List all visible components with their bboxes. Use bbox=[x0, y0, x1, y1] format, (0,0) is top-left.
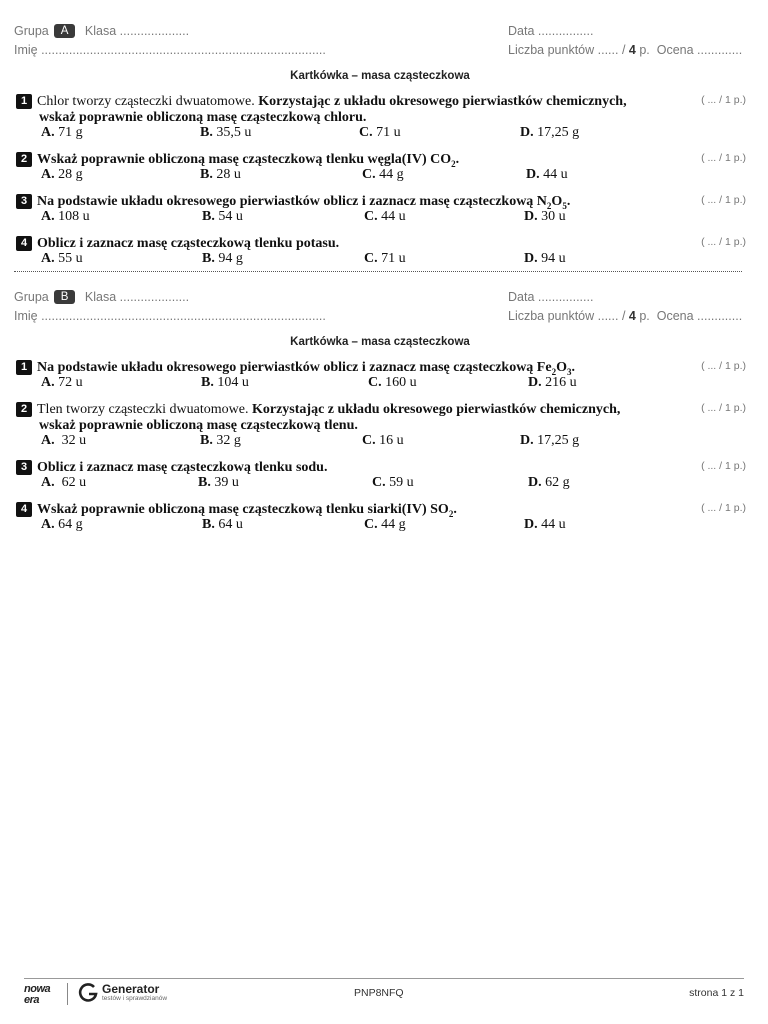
answer-option-b[interactable]: B. 94 g bbox=[202, 251, 243, 266]
answer-option-b[interactable]: B. 104 u bbox=[201, 375, 249, 390]
answer-option-c[interactable]: C. 44 g bbox=[362, 167, 404, 182]
group-label-text: Grupa bbox=[14, 290, 49, 304]
formula-text: O bbox=[551, 194, 563, 209]
formula-subscript: 2 bbox=[551, 366, 557, 377]
question-text-bold: Na podstawie układu okresowego pierwiastków oblicz i zaznacz masę cząsteczkową N bbox=[37, 194, 547, 209]
answer-option-c[interactable]: C. 160 u bbox=[368, 375, 417, 390]
answer-option-d[interactable]: D. 44 u bbox=[524, 517, 566, 532]
points-box: ( ... / 1 p.) bbox=[701, 460, 746, 472]
question bbox=[16, 460, 696, 476]
generator-logo-tagline: testów i sprawdzianów bbox=[102, 995, 168, 1002]
question-text-bold: Wskaż poprawnie obliczoną masę cząsteczkową tlenku węgla(IV) CO bbox=[37, 152, 452, 167]
points-max: 4 bbox=[628, 43, 636, 57]
answer-option-d[interactable]: D. 17,25 g bbox=[520, 125, 580, 140]
points-max: 4 bbox=[628, 309, 636, 323]
date-field: Data ................ bbox=[508, 290, 594, 304]
group-label bbox=[14, 24, 189, 38]
answer-option-d[interactable]: D. 216 u bbox=[528, 375, 577, 390]
group-label-text: Grupa bbox=[14, 24, 49, 38]
question bbox=[16, 152, 696, 172]
answer-option-d[interactable]: D. 44 u bbox=[526, 167, 568, 182]
points-box: ( ... / 1 p.) bbox=[701, 94, 746, 106]
answer-option-b[interactable]: B. 32 g bbox=[200, 433, 241, 448]
question-text-bold-line2: wskaż poprawnie obliczoną masę cząsteczkową chloru. bbox=[39, 110, 367, 125]
formula-subscript: 2 bbox=[546, 200, 552, 211]
answer-option-a[interactable]: A. 72 u bbox=[41, 375, 83, 390]
question-number: 3 bbox=[16, 460, 32, 475]
question-number: 3 bbox=[16, 194, 32, 209]
generator-g-icon bbox=[77, 982, 99, 1004]
question bbox=[16, 236, 696, 252]
points-label: Liczba punktów ...... / bbox=[508, 43, 629, 57]
points-grade-field bbox=[508, 309, 742, 323]
points-box: ( ... / 1 p.) bbox=[701, 502, 746, 514]
question-number: 2 bbox=[16, 402, 32, 417]
points-suffix: p. bbox=[635, 43, 650, 57]
question bbox=[16, 502, 696, 522]
answer-option-a[interactable]: A. 28 g bbox=[41, 167, 83, 182]
points-box: ( ... / 1 p.) bbox=[701, 236, 746, 248]
answer-option-c[interactable]: C. 44 u bbox=[364, 209, 406, 224]
answer-option-a[interactable]: A. 62 u bbox=[41, 475, 87, 490]
question-number: 4 bbox=[16, 236, 32, 251]
answer-option-d[interactable]: D. 94 u bbox=[524, 251, 566, 266]
answer-option-c[interactable]: C. 16 u bbox=[362, 433, 404, 448]
question-number: 4 bbox=[16, 502, 32, 517]
answer-option-b[interactable]: B. 35,5 u bbox=[200, 125, 252, 140]
question-text-plain: Tlen tworzy cząsteczki dwuatomowe. bbox=[37, 402, 252, 417]
question-text-plain: Chlor tworzy cząsteczki dwuatomowe. bbox=[37, 94, 259, 109]
section-title: Kartkówka – masa cząsteczkowa bbox=[290, 336, 470, 348]
answer-option-b[interactable]: B. 54 u bbox=[202, 209, 243, 224]
answer-option-a[interactable]: A. 71 g bbox=[41, 125, 83, 140]
formula-subscript-2: 5 bbox=[562, 200, 567, 211]
grade-label: Ocena ............. bbox=[656, 43, 743, 57]
formula-text: O bbox=[556, 360, 567, 375]
answer-option-b[interactable]: B. 28 u bbox=[200, 167, 241, 182]
question-text-bold: Oblicz i zaznacz masę cząsteczkową tlenku sodu. bbox=[37, 460, 328, 475]
question-number: 2 bbox=[16, 152, 32, 167]
answer-option-b[interactable]: B. 39 u bbox=[198, 475, 239, 490]
page-number: strona 1 z 1 bbox=[689, 987, 744, 999]
class-field: Klasa .................... bbox=[84, 290, 190, 304]
group-badge: B bbox=[54, 290, 76, 304]
points-label: Liczba punktów ...... / bbox=[508, 309, 629, 323]
answer-option-c[interactable]: C. 71 u bbox=[359, 125, 401, 140]
question-number: 1 bbox=[16, 94, 32, 109]
answer-option-c[interactable]: C. 59 u bbox=[372, 475, 414, 490]
answer-option-d[interactable]: D. 17,25 g bbox=[520, 433, 580, 448]
cut-line-divider bbox=[14, 271, 742, 272]
section-title: Kartkówka – masa cząsteczkowa bbox=[290, 70, 470, 82]
question-text-bold: Korzystając z układu okresowego pierwiastków chemicznych, bbox=[251, 402, 621, 417]
formula-subscript-2: 3 bbox=[566, 366, 572, 377]
answer-option-a[interactable]: A. 32 u bbox=[41, 433, 87, 448]
class-field: Klasa .................... bbox=[84, 24, 190, 38]
grade-label: Ocena ............. bbox=[656, 309, 743, 323]
answer-option-a[interactable]: A. 55 u bbox=[41, 251, 83, 266]
question bbox=[16, 360, 696, 380]
nowa-era-logo bbox=[24, 983, 64, 1005]
question-text-bold: Korzystając z układu okresowego pierwiastków chemicznych, bbox=[258, 94, 627, 109]
points-box: ( ... / 1 p.) bbox=[701, 360, 746, 372]
answer-option-a[interactable]: A. 64 g bbox=[41, 517, 83, 532]
points-box: ( ... / 1 p.) bbox=[701, 152, 746, 164]
footer-divider bbox=[24, 978, 744, 979]
question-text-bold: Oblicz i zaznacz masę cząsteczkową tlenku potasu. bbox=[37, 236, 340, 251]
question-text-end: . bbox=[453, 502, 457, 517]
question-text-end: . bbox=[571, 360, 575, 375]
question-number: 1 bbox=[16, 360, 32, 375]
document-code: PNP8NFQ bbox=[354, 987, 404, 999]
points-suffix: p. bbox=[635, 309, 650, 323]
date-field: Data ................ bbox=[508, 24, 594, 38]
answer-option-a[interactable]: A. 108 u bbox=[41, 209, 90, 224]
answer-option-c[interactable]: C. 71 u bbox=[364, 251, 406, 266]
name-field: Imię .................................................................................. bbox=[14, 309, 326, 323]
question-text-end: . bbox=[455, 152, 460, 167]
question-text-bold: Na podstawie układu okresowego pierwiastków oblicz i zaznacz masę cząsteczkową Fe bbox=[37, 360, 552, 375]
name-field: Imię .................................................................................. bbox=[14, 43, 326, 57]
question-text-bold: Wskaż poprawnie obliczoną masę cząsteczkową tlenku siarki(IV) SO bbox=[37, 502, 449, 517]
generator-logo-name: Generator bbox=[102, 982, 160, 996]
question bbox=[16, 94, 696, 126]
points-box: ( ... / 1 p.) bbox=[701, 402, 746, 414]
question bbox=[16, 402, 696, 434]
logo-separator bbox=[67, 983, 68, 1005]
answer-option-c[interactable]: C. 44 g bbox=[364, 517, 406, 532]
group-badge: A bbox=[54, 24, 76, 38]
formula-subscript: 2 bbox=[451, 158, 456, 169]
question-text-end: . bbox=[566, 194, 571, 209]
answer-option-b[interactable]: B. 64 u bbox=[202, 517, 243, 532]
question bbox=[16, 194, 696, 214]
answer-option-d[interactable]: D. 30 u bbox=[524, 209, 566, 224]
formula-subscript: 2 bbox=[448, 508, 454, 519]
nowa-era-logo-text: nowa era bbox=[24, 983, 51, 1006]
question-text-bold-line2: wskaż poprawnie obliczoną masę cząsteczkową tlenu. bbox=[39, 418, 358, 433]
group-label bbox=[14, 290, 189, 304]
answer-option-d[interactable]: D. 62 g bbox=[528, 475, 570, 490]
points-box: ( ... / 1 p.) bbox=[701, 194, 746, 206]
points-grade-field bbox=[508, 43, 742, 57]
